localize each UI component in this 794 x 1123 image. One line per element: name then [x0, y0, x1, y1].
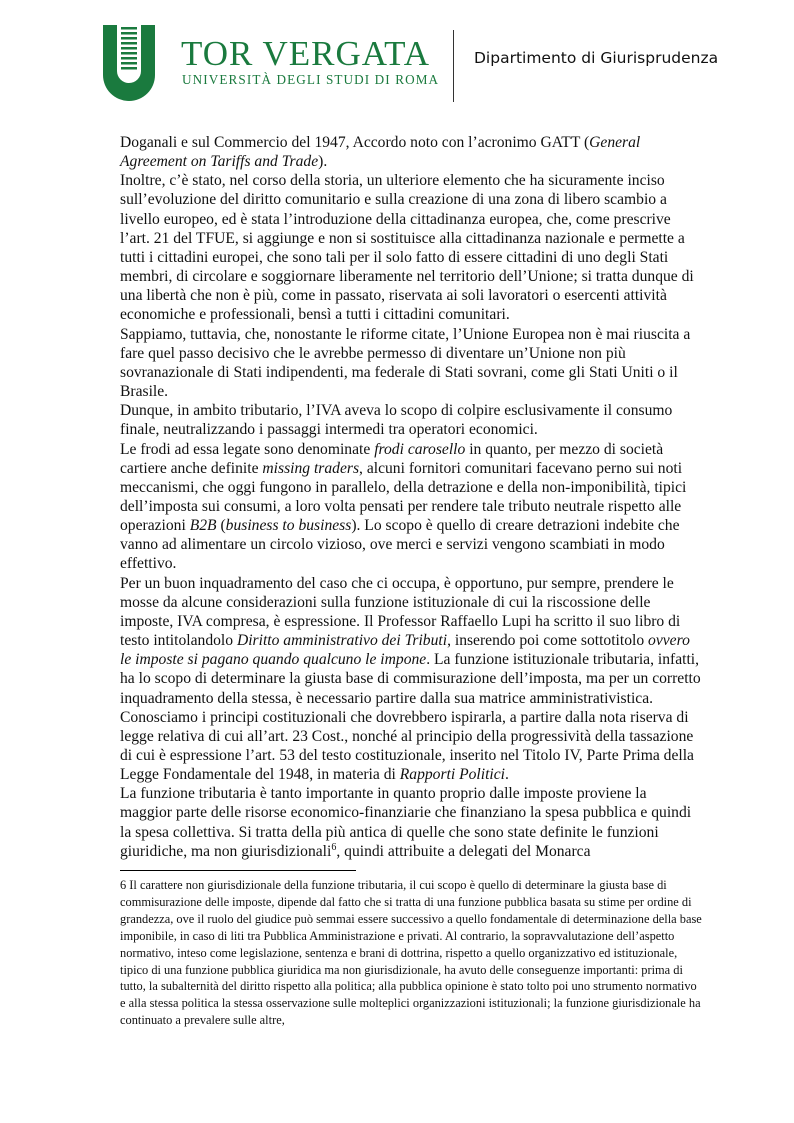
paragraph-7: La funzione tributaria è tanto importante in quanto proprio dalle imposte proviene la maggior parte delle risorse economico-finanziarie che finanziano la spesa pubblica e quindi la spesa collettiva. Si tratta della più antica di quelle che sono state definite le funzioni giuridiche, ma non giurisdizionali$^6$, quindi attribuite a delegati del Monarca — [120, 785, 692, 860]
university-logo-icon — [103, 25, 155, 101]
university-name: TOR VERGATA — [181, 34, 431, 73]
paragraph-2: Inoltre, c’è stato, nel corso della storia, un ulteriore elemento che ha sicuramente inciso sull’evoluzione del diritto comunitario e sulla creazione di una zona di libero scambio a livello europeo, ed è stata l’introduzione della cittadinanza europea, che, come prescrive l’art. 21 del TFUE, si aggiunge e non si sostituisce alla cittadinanza nazionale e permette a tutti i cittadini europei, che sono tali per il solo fatto di essere cittadini di uno degli Stati membri, di circolare e soggiornare liberamente nel territorio dell’Unione; si tratta dunque di una libertà che non è più, come in passato, riservata ai soli lavoratori o esercenti attività economiche e professionali, bensì a tutti i cittadini comunitari. — [120, 172, 694, 324]
body-text — [120, 133, 702, 861]
paragraph-1: Doganali e sul Commercio del 1947, Accordo noto con l’acronimo GATT (General Agreement on Tariffs and Trade). — [120, 134, 641, 171]
footnote — [120, 877, 702, 1029]
page-header — [0, 0, 794, 110]
paragraph-5: Le frodi ad essa legate sono denominate frodi carosello in quanto, per mezzo di società cartiere anche definite missing traders, alcuni fornitori comunitari facevano perno sui noti meccanismi, che oggi fungono in parallelo, della detrazione e della non-imponibilità, tipici dell’imposta sui consumi, a loro volta pensati per rendere tale tributo neutrale rispetto alle operazioni B2B (business to business). Lo scopo è quello di creare detrazioni indebite che vanno ad alimentare un circolo vizioso, ove merci e servizi vengono scambiati in modo effettivo. — [120, 440, 687, 573]
paragraph-3: Sappiamo, tuttavia, che, nonostante le riforme citate, l’Unione Europea non è mai riuscita a fare quel passo decisivo che le avrebbe permesso di diventare un’Unione non più sovranazionale di Stati indipendenti, ma federale di Stati sovrani, come gli Stati Uniti o il Brasile. — [120, 325, 691, 401]
department-name: Dipartimento di Giurisprudenza — [474, 49, 719, 67]
footnote-text: 6 Il carattere non giurisdizionale della funzione tributaria, il cui scopo è quello di determinare la giusta base di commisurazione delle imposte, dipende dal fatto che si tratta di una funzione pubblica basata su stime per ordine di grandezza, ove il ruolo del giudice può semmai essere successivo a quello fondamentale di determinazione della base imponibile, in caso di liti tra Pubblica Amministrazione e privati. Al contrario, la sopravvalutazione dell’aspetto normativo, inteso come legislazione, sentenza e brani di dottrina, rispetto a quello organizzativo ed istituzionale, tipico di una funzione pubblica giuridica ma non giurisdizionale, ha avuto delle conseguenze importanti: prima di tutto, la subalternità del diritto rispetto alla politica; alla pubblica opinione è stato tolto poi uno strumento normativo e alla stessa politica la stessa osservazione sulle molteplici organizzazioni istituzionali; la funzione giurisdizionale ha continuato a prevalere sulle altre, — [120, 878, 702, 1028]
footnote-separator — [120, 870, 356, 871]
footnote-reference[interactable]: 6 — [331, 841, 337, 853]
paragraph-4: Dunque, in ambito tributario, l’IVA aveva lo scopo di colpire esclusivamente il consumo finale, neutralizzando i passaggi intermedi tra operatori economici. — [120, 402, 673, 439]
header-divider — [453, 30, 454, 102]
university-subtitle: UNIVERSITÀ DEGLI STUDI DI ROMA — [182, 72, 440, 87]
paragraph-6: Per un buon inquadramento del caso che ci occupa, è opportuno, pur sempre, prendere le mosse da alcune considerazioni sulla funzione istituzionale di cui la riscossione delle imposte, IVA compresa, è espressione. Il Professor Raffaello Lupi ha scritto il suo libro di testo intitolandolo Diritto amministrativo dei Tributi, inserendo poi come sottotitolo ovvero le imposte si pagano quando qualcuno le impone. La funzione istituzionale tributaria, infatti, ha lo scopo di determinare la giusta base di commisurazione dell’imposta, ma per un corretto inquadramento della stessa, è necessario partire dalla sua matrice amministrativistica. Conosciamo i principi costituzionali che dovrebbero ispirarla, a partire dalla nota riserva di legge relativa di cui all’art. 23 Cost., nonché al principio della progressività della tassazione di cui è espressione l’art. 53 del testo costituzionale, inserito nel Titolo IV, Parte Prima della Legge Fondamentale del 1948, in materia di Rapporti Politici. — [120, 574, 701, 784]
